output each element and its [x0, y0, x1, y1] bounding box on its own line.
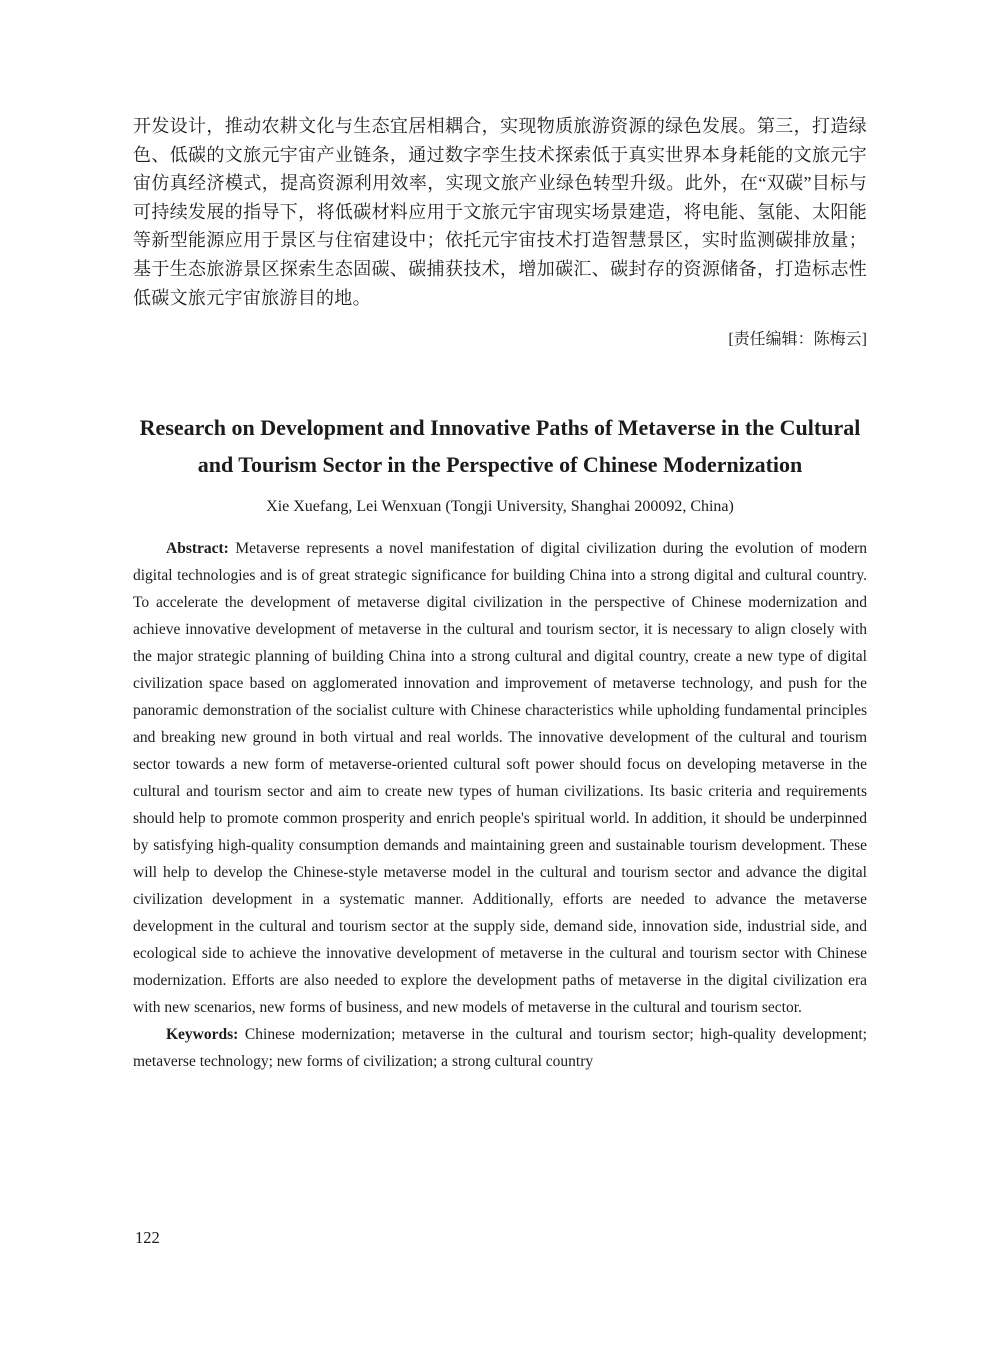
- paper-title: Research on Development and Innovative Paths of Metaverse in the Cultural and Tourism Sector in the Perspective of Chinese Modernization: [139, 415, 861, 478]
- page-number: 122: [135, 1228, 160, 1247]
- abstract-text: Metaverse represents a novel manifestation of digital civilization during the evolution of modern digital technologies and is of great strategic significance for building China into a strong digital and cultural country. To accelerate the development of metaverse digital civilization in the perspective of Chinese modernization and achieve innovative development of metaverse in the cultural and tourism sector, it is necessary to align closely with the major strategic planning of building China into a strong cultural and digital country, create a new type of digital civilization space based on agglomerated innovation and improvement of metaverse technology, and push for the panoramic demonstration of the socialist culture with Chinese characteristics while upholding fundamental principles and breaking new ground in both virtual and real worlds. The innovative development of the cultural and tourism sector towards a new form of metaverse-oriented cultural soft power should focus on developing metaverse in the cultural and tourism sector and aim to create new types of human civilizations. Its basic criteria and requirements should help to promote common prosperity and enrich people's spiritual world. In addition, it should be underpinned by satisfying high-quality consumption demands and maintaining green and sustainable tourism development. These will help to develop the Chinese-style metaverse model in the cultural and tourism sector and advance the digital civilization development in a systematic manner. Additionally, efforts are needed to advance the metaverse development in the cultural and tourism sector at the supply side, demand side, innovation side, industrial side, and ecological side to achieve the innovative development of metaverse in the cultural and tourism sector with Chinese modernization. Efforts are also needed to explore the development paths of metaverse in the digital civilization era with new scenarios, new forms of business, and new models of metaverse in the cultural and tourism sector.: [133, 540, 867, 1017]
- keywords-text: Chinese modernization; metaverse in the cultural and tourism sector; high-quality development; metaverse technology; new forms of civilization; a strong cultural country: [133, 1026, 867, 1071]
- keywords-label: Keywords:: [166, 1026, 239, 1044]
- abstract-paragraph: [133, 535, 867, 1021]
- editor-credit: [责任编辑：陈梅云]: [728, 331, 867, 349]
- authors-line: Xie Xuefang, Lei Wenxuan (Tongji University, Shanghai 200092, China): [266, 498, 734, 516]
- abstract-label: Abstract:: [166, 540, 229, 558]
- page-content: [133, 0, 867, 1075]
- chinese-body-paragraph: 开发设计，推动农耕文化与生态宜居相耦合，实现物质旅游资源的绿色发展。第三，打造绿色、低碳的文旅元宇宙产业链条，通过数字孪生技术探索低于真实世界本身耗能的文旅元宇宙仿真经济模式，提高资源利用效率，实现文旅产业绿色转型升级。此外，在“双碳”目标与可持续发展的指导下，将低碳材料应用于文旅元宇宙现实场景建造，将电能、氢能、太阳能等新型能源应用于景区与住宿建设中；依托元宇宙技术打造智慧景区，实时监测碳排放量；基于生态旅游景区探索生态固碳、碳捕获技术，增加碳汇、碳封存的资源储备，打造标志性低碳文旅元宇宙旅游目的地。: [133, 116, 867, 308]
- keywords-paragraph: [133, 1021, 867, 1075]
